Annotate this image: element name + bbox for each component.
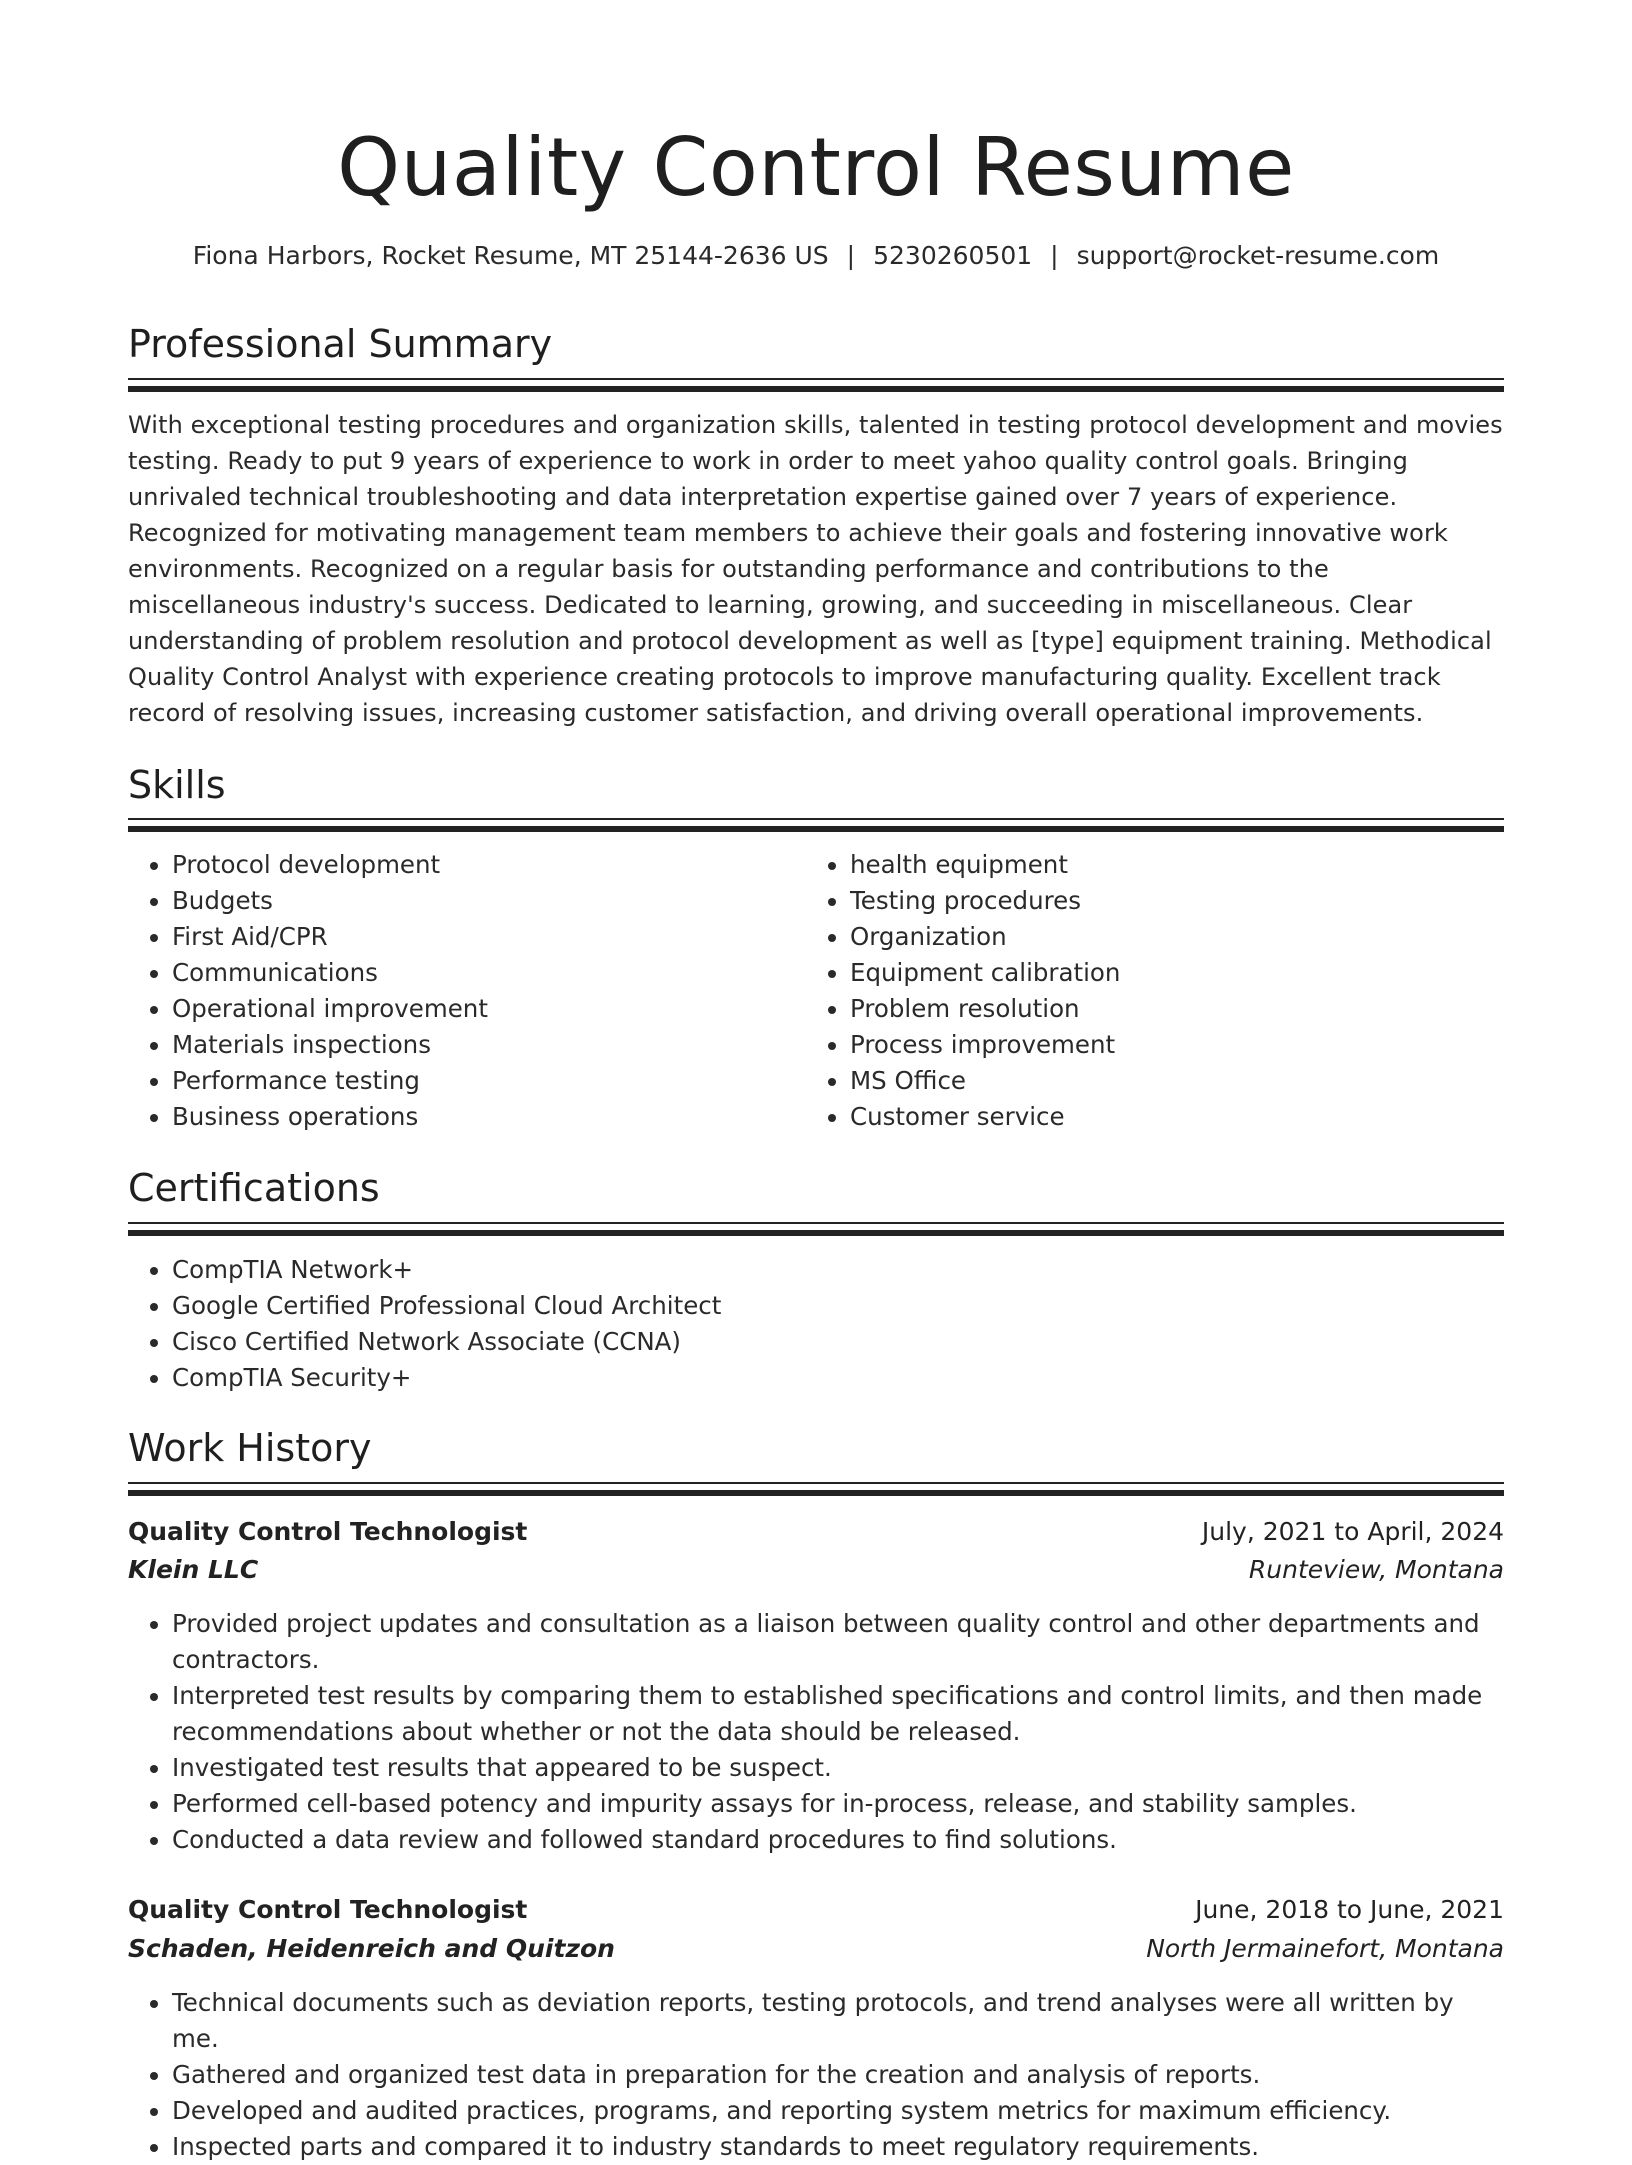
contact-email: support@rocket-resume.com: [1076, 241, 1440, 270]
skill-item: • First Aid/CPR: [172, 919, 802, 955]
skill-item: • Performance testing: [172, 1063, 802, 1099]
skill-item: • Equipment calibration: [850, 955, 1540, 991]
page-title: Quality Control Resume: [337, 121, 1295, 214]
contact-separator: |: [846, 241, 856, 270]
certification-item: • CompTIA Security+: [172, 1360, 1504, 1396]
skills-list-right: [806, 847, 1540, 1135]
job-title: Quality Control Technologist: [128, 1517, 528, 1546]
skill-item: • Budgets: [172, 883, 802, 919]
certification-item: • CompTIA Network+: [172, 1252, 1504, 1288]
job-title: Quality Control Technologist: [128, 1895, 528, 1924]
skill-item: • Materials inspections: [172, 1027, 802, 1063]
job-company: Schaden, Heidenreich and Quitzon: [128, 1934, 615, 1963]
skill-item: • Communications: [172, 955, 802, 991]
skill-item: • health equipment: [850, 847, 1540, 883]
certifications-list: [128, 1252, 1504, 1396]
section-divider: [128, 1482, 1504, 1496]
skill-item: • Testing procedures: [850, 883, 1540, 919]
job-location: Runteview, Montana: [1248, 1555, 1504, 1584]
job-bullet: • Gathered and organized test data in preparation for the creation and analysis of reports.: [172, 2057, 1504, 2093]
contact-line: [128, 238, 1504, 274]
section-divider: [128, 1222, 1504, 1236]
contact-address: Fiona Harbors, Rocket Resume, MT 25144-2636 US: [192, 241, 829, 270]
job-company: Klein LLC: [128, 1555, 259, 1584]
certification-item: • Cisco Certified Network Associate (CCNA): [172, 1324, 1504, 1360]
section-heading-certifications: Certifications: [128, 1166, 380, 1210]
skill-item: • Customer service: [850, 1099, 1540, 1135]
job-bullet: • Provided project updates and consultation as a liaison between quality control and other departments and contractors.: [172, 1606, 1504, 1678]
section-divider: [128, 378, 1504, 392]
job-bullet: • Developed and audited practices, programs, and reporting system metrics for maximum efficiency.: [172, 2093, 1504, 2129]
job-bullets: [128, 1606, 1504, 1858]
contact-phone: 5230260501: [873, 241, 1033, 270]
section-heading-skills: Skills: [128, 763, 226, 807]
job-location: North Jermainefort, Montana: [1146, 1934, 1504, 1963]
skill-item: • Protocol development: [172, 847, 802, 883]
job-bullet: • Interpreted test results by comparing them to established specifications and control limits, and then made recommendations about whether or not the data should be released.: [172, 1678, 1504, 1750]
skills-list-left: [128, 847, 802, 1135]
job-bullet: • Inspected parts and compared it to industry standards to meet regulatory requirements.: [172, 2129, 1504, 2165]
section-heading-work-history: Work History: [128, 1426, 372, 1470]
skill-item: • Process improvement: [850, 1027, 1540, 1063]
skill-item: • Business operations: [172, 1099, 802, 1135]
skill-item: • MS Office: [850, 1063, 1540, 1099]
summary-text: With exceptional testing procedures and organization skills, talented in testing protocol development and movies testing. Ready to put 9 years of experience to work in order to meet yahoo quality control goals. Bringing unrivaled technical troubleshooting and data interpretation expertise gained over 7 years of experience. Recognized for motivating management team members to achieve their goals and fostering innovative work environments. Recognized on a regular basis for outstanding performance and contributions to the miscellaneous industry's success. Dedicated to learning, growing, and succeeding in miscellaneous. Clear understanding of problem resolution and protocol development as well as [type] equipment training. Methodical Quality Control Analyst with experience creating protocols to improve manufacturing quality. Excellent track record of resolving issues, increasing customer satisfaction, and driving overall operational improvements.: [128, 411, 1503, 727]
job-bullet: • Investigated test results that appeared to be suspect.: [172, 1750, 1504, 1786]
skill-item: • Organization: [850, 919, 1540, 955]
certification-item: • Google Certified Professional Cloud Architect: [172, 1288, 1504, 1324]
section-divider: [128, 818, 1504, 832]
section-heading-summary: Professional Summary: [128, 322, 553, 366]
job-bullet: • Performed cell-based potency and impurity assays for in-process, release, and stability samples.: [172, 1786, 1504, 1822]
skill-item: • Operational improvement: [172, 991, 802, 1027]
job-bullets: [128, 1985, 1504, 2165]
contact-separator: |: [1050, 241, 1059, 270]
job-bullet: • Technical documents such as deviation reports, testing protocols, and trend analyses were all written by me.: [172, 1985, 1504, 2057]
job-dates: July, 2021 to April, 2024: [1201, 1517, 1504, 1546]
job-bullet: • Conducted a data review and followed standard procedures to find solutions.: [172, 1822, 1504, 1858]
job-dates: June, 2018 to June, 2021: [1195, 1895, 1504, 1924]
skill-item: • Problem resolution: [850, 991, 1540, 1027]
